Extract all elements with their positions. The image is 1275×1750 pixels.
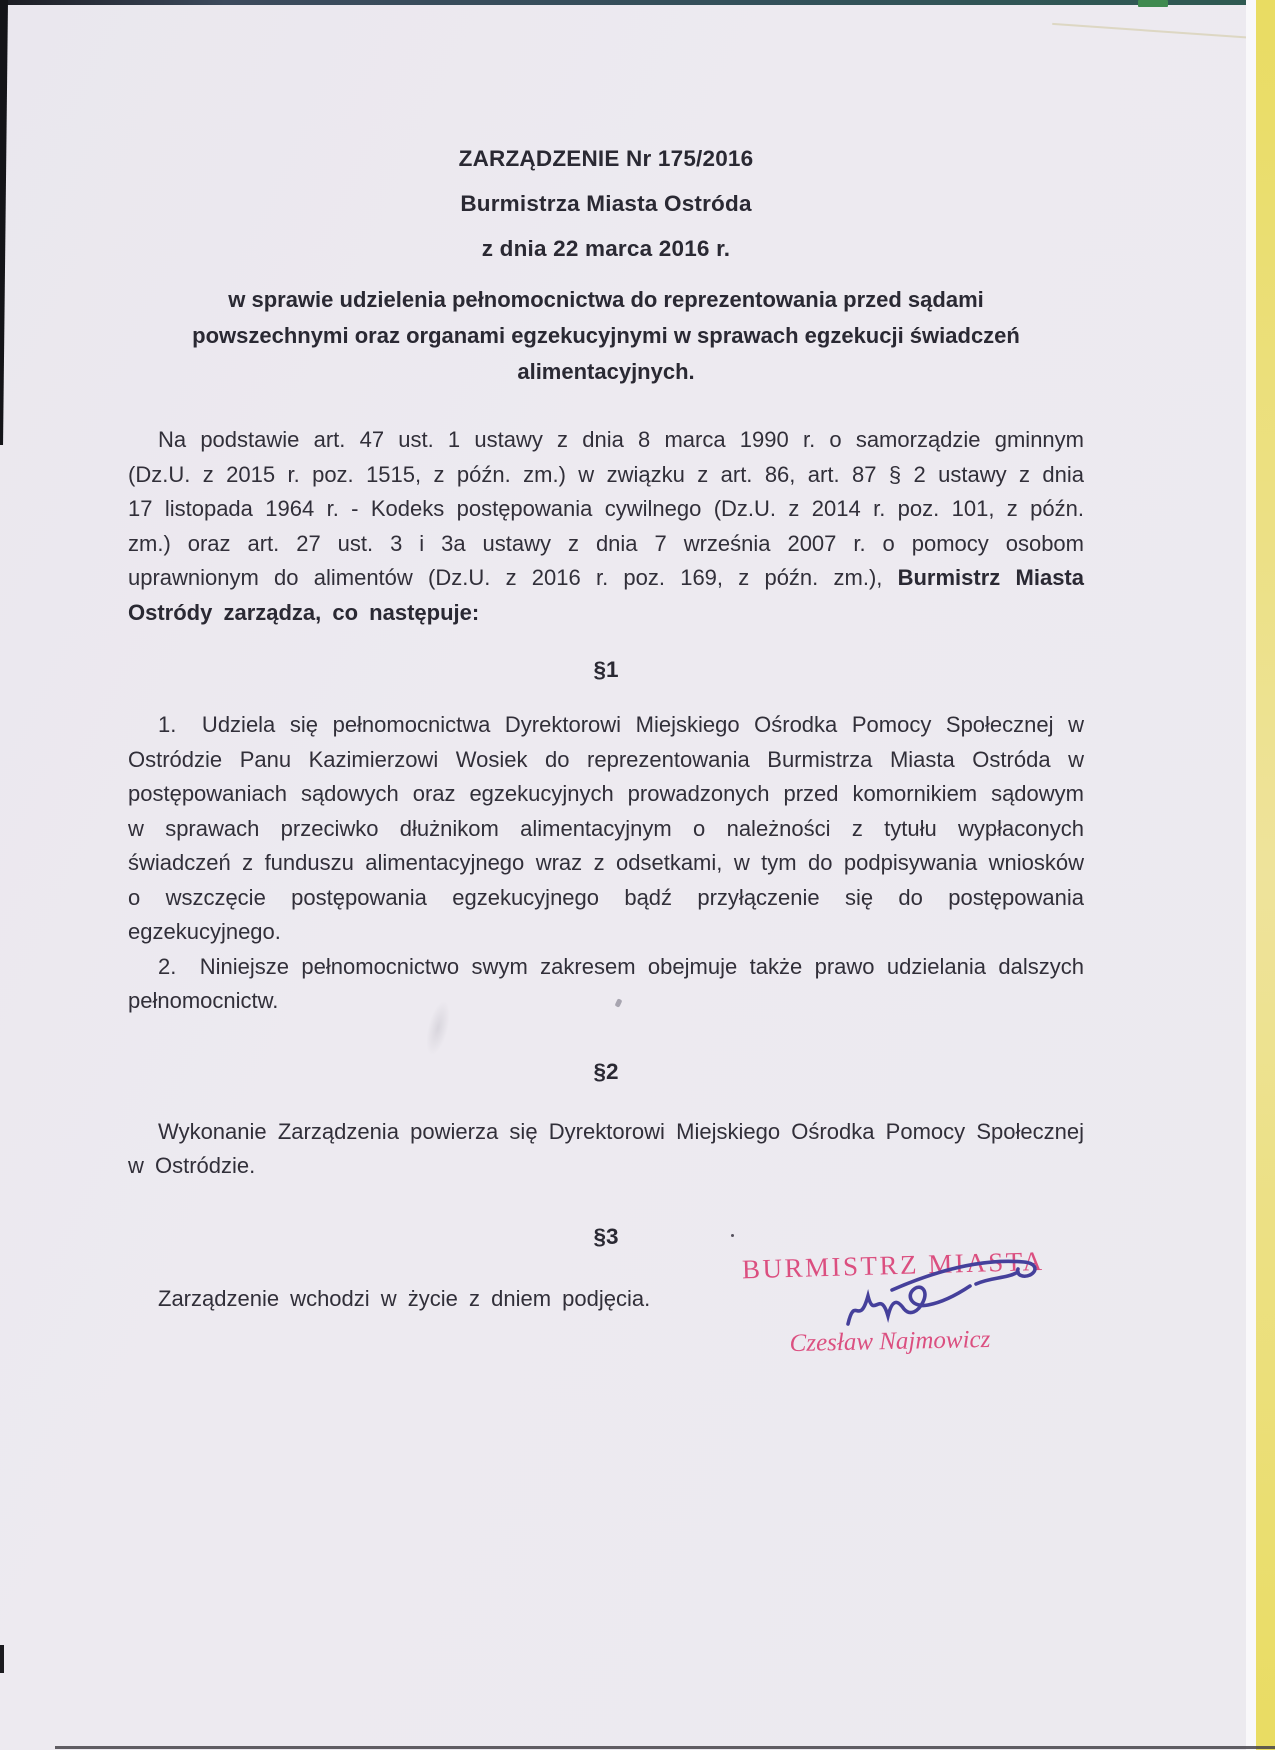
scan-left-black-edge	[0, 0, 8, 445]
mayor-stamp-title: BURMISTRZ MIASTA	[741, 1245, 1045, 1285]
scan-corner-crease	[1052, 23, 1257, 39]
subject-line: powszechnymi oraz organami egzekucyjnymi w sprawach egzekucji świadczeń	[192, 323, 1020, 348]
subject-line: alimentacyjnych.	[517, 359, 695, 384]
document-title-date: z dnia 22 marca 2016 r.	[481, 236, 731, 261]
section-1-paragraph-1: 1. Udziela się pełnomocnictwa Dyrektorowi Miejskiego Ośrodka Pomocy Społecznej w Ostródzie Panu Kazimierzowi Wosiek do reprezentowania Burmistrza Miasta Ostróda w postępowaniach sądowych oraz egzekucyjnych prowadzonych przed komornikiem sądowym w sprawach przeciwko dłużnikom alimentacyjnym o należności z tytułu wypłaconych świadczeń z funduszu alimentacyjnego wraz z odsetkami, w tym do podpisywania wniosków o wszczęcie postępowania egzekucyjnego bądź przyłączenie się do postępowania egzekucyjnego.	[128, 712, 1084, 944]
section-3-mark: §3	[593, 1223, 619, 1249]
mayor-signature-name: Czesław Najmowicz	[789, 1325, 991, 1358]
scan-left-black-nub	[0, 1645, 4, 1673]
section-2-mark: §2	[593, 1058, 619, 1084]
section-1-paragraph-2: 2. Niniejsze pełnomocnictwo swym zakresem obejmuje także prawo udzielania dalszych pełnomocnictw.	[128, 953, 1084, 1013]
document-title-number: ZARZĄDZENIE Nr 175/2016	[458, 146, 754, 171]
legal-basis-paragraph	[128, 423, 1084, 630]
subject-line: w sprawie udzielenia pełnomocnictwa do reprezentowania przed sądami	[228, 287, 984, 312]
document-page	[128, 136, 1084, 1316]
document-title-issuer: Burmistrza Miasta Ostróda	[460, 191, 752, 216]
scan-right-background-strip	[1256, 0, 1275, 1750]
ordering-clause-bold: Burmistrz Miasta Ostródy zarządza, co następuje:	[128, 565, 1084, 625]
section-2-paragraph: Wykonanie Zarządzenia powierza się Dyrektorowi Miejskiego Ośrodka Pomocy Społecznej w Ostródzie.	[128, 1118, 1084, 1178]
document-subject	[128, 282, 1084, 390]
section-1-mark: §1	[593, 657, 619, 682]
scan-top-edge	[0, 0, 1252, 5]
scan-bottom-edge	[55, 1746, 1275, 1749]
scan-green-mark	[1138, 0, 1168, 7]
scan-right-page-edge	[1246, 0, 1256, 1750]
legal-basis-text: Na podstawie art. 47 ust. 1 ustawy z dnia 8 marca 1990 r. o samorządzie gminnym (Dz.U. z 2015 r. poz. 1515, z późn. zm.) w związku z art. 86, art. 87 § 2 ustawy z dnia 17 listopada 1964 r. - Kodeks postępowania cywilnego (Dz.U. z 2014 r. poz. 101, z późn. zm.) oraz art. 27 ust. 3 i 3a ustawy z dnia 7 września 2007 r. o pomocy osobom uprawnionym do alimentów (Dz.U. z 2016 r. poz. 169, z późn. zm.),	[128, 427, 1084, 590]
section-3-paragraph: Zarządzenie wchodzi w życie z dniem podjęcia.	[158, 1285, 651, 1311]
